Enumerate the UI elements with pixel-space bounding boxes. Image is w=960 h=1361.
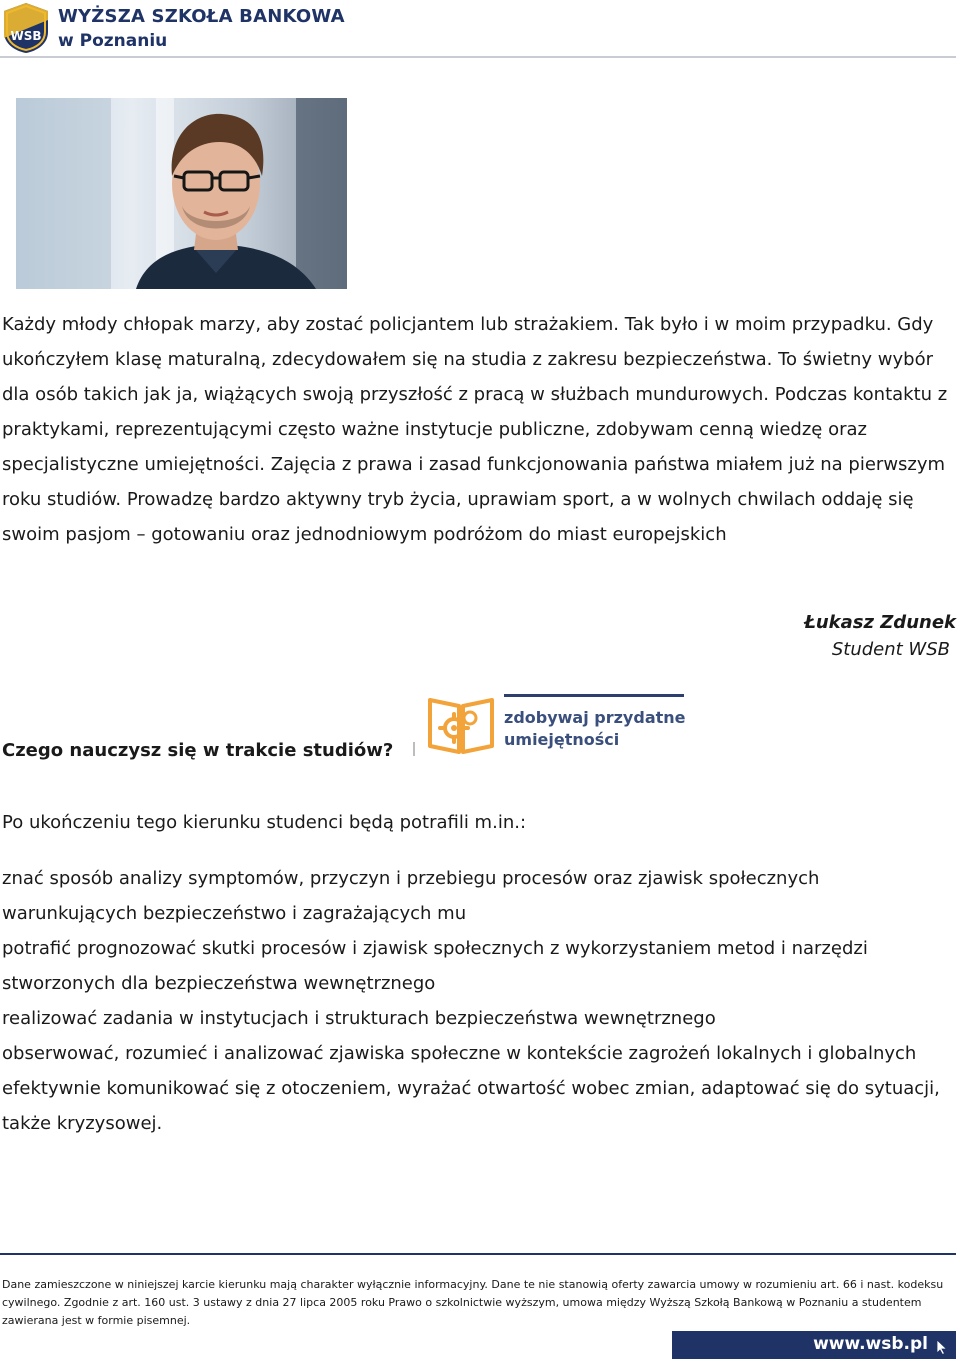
header-divider [0,56,956,58]
badge-accent-bar [504,694,684,697]
list-item: obserwować, rozumieć i analizować zjawiska społeczne w kontekście zagrożeń lokalnych i globalnych [2,1043,917,1064]
legal-disclaimer: Dane zamieszczone w niniejszej karcie kierunku mają charakter wyłącznie informacyjny. Dane te nie stanowią oferty zawarcia umowy w rozumieniu art. 66 i nast. kodeksu cywilnego. Zgodnie z art. 160 ust. 3 ustawy z dnia 27 lipca 2005 roku Prawo o szkolnictwie wyższym, umowa między Wyższą Szkołą Bankową w Poznaniu a studentem zawierana jest w formie pisemnej. [2,1278,944,1327]
book-gear-icon [426,694,496,756]
skills-badge [426,694,688,756]
testimonial-author: Łukasz Zdunek [803,612,956,633]
learning-outcomes-list [2,861,952,1141]
website-link-bar[interactable] [672,1331,956,1359]
list-item: realizować zadania w instytucjach i strukturach bezpieczeństwa wewnętrznego [2,1008,716,1029]
outcomes-intro: Po ukończeniu tego kierunku studenci będą potrafili m.in.: [2,812,527,833]
testimonial-author-role: Student WSB [831,639,950,660]
wsb-shield-logo-icon [2,2,50,54]
badge-caption [504,707,686,751]
list-item: znać sposób analizy symptomów, przyczyn i przebiegu procesów oraz zjawisk społecznych warunkujących bezpieczeństwo i zagrażających mu [2,868,820,924]
logo-abbr: WSB [10,29,42,43]
badge-caption-line2: umiejętności [504,730,620,749]
institution-name: WYŻSZA SZKOŁA BANKOWA [58,6,345,27]
page-header [0,0,960,58]
broken-image-mark [413,742,415,756]
badge-caption-line1: zdobywaj przydatne [504,708,686,727]
website-url[interactable]: www.wsb.pl [813,1334,928,1354]
cursor-pointer-icon [936,1339,948,1355]
section-heading: Czego nauczysz się w trakcie studiów? [2,740,394,761]
list-item: efektywnie komunikować się z otoczeniem, wyrażać otwartość wobec zmian, adaptować się do sytuacji, także kryzysowej. [2,1078,940,1134]
list-item: potrafić prognozować skutki procesów i zjawisk społecznych z wykorzystaniem metod i narzędzi stworzonych dla bezpieczeństwa wewnętrznego [2,938,868,994]
institution-city: w Poznaniu [58,31,168,51]
student-photo [16,98,347,289]
student-portrait-image [16,98,347,289]
footer-divider [0,1253,956,1255]
student-testimonial: Każdy młody chłopak marzy, aby zostać policjantem lub strażakiem. Tak było i w moim przypadku. Gdy ukończyłem klasę maturalną, zdecydowałem się na studia z zakresu bezpieczeństwa. To świetny wybór dla osób takich jak ja, wiążących swoją przyszłość z pracą w służbach mundurowych. Podczas kontaktu z praktykami, reprezentującymi często ważne instytucje publiczne, zdobywam cenną wiedzę oraz specjalistyczne umiejętności. Zajęcia z prawa i zasad funkcjonowania państwa miałem już na pierwszym roku studiów. Prowadzę bardzo aktywny tryb życia, uprawiam sport, a w wolnych chwilach oddaję się swoim pasjom – gotowaniu oraz jednodniowym podróżom do miast europejskich [2,314,948,545]
